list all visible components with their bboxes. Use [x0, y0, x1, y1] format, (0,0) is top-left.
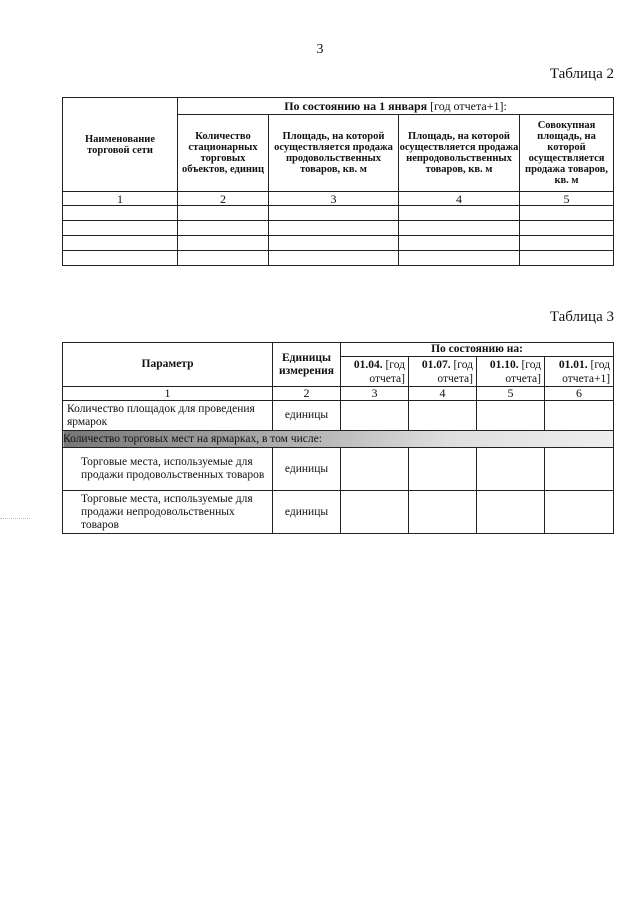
t2-colnum-5: 5: [520, 192, 614, 206]
t3-colnum-4: 4: [409, 387, 477, 401]
t2-colnum-2: 2: [178, 192, 269, 206]
t3-header-date-0107: 01.07. [год отчета]: [409, 357, 477, 387]
t3-header-units: Единицы измерения: [273, 343, 341, 387]
t3-row-nonfood-places-unit: единицы: [273, 491, 341, 534]
table-row: [63, 401, 614, 431]
t3-colnum-2: 2: [273, 387, 341, 401]
t3-colnum-5: 5: [477, 387, 545, 401]
scan-artifact: [0, 518, 30, 519]
table-row: [63, 251, 614, 266]
table-row: [63, 491, 614, 534]
t2-header-nonfood-area: Площадь, на которой осуществляется продажа непродовольственных товаров, кв. м: [399, 115, 520, 192]
table3-caption: Таблица 3: [549, 309, 614, 325]
t2-header-food-area: Площадь, на которой осуществляется продажа продовольственных товаров, кв. м: [269, 115, 399, 192]
table2-caption: Таблица 2: [549, 66, 614, 82]
t2-group-header: По состоянию на 1 января [год отчета+1]:: [178, 98, 614, 115]
t3-group-header: По состоянию на:: [341, 343, 614, 357]
t3-header-date-0104: 01.04. [год отчета]: [341, 357, 409, 387]
t3-row-food-places: Торговые места, используемые для продажи продовольственных товаров: [63, 448, 273, 491]
table-row: [63, 206, 614, 221]
t3-header-parameter: Параметр: [63, 343, 273, 387]
t2-colnum-1: 1: [63, 192, 178, 206]
t3-colnum-1: 1: [63, 387, 273, 401]
table-row: [63, 236, 614, 251]
t3-row-food-places-unit: единицы: [273, 448, 341, 491]
t3-header-date-0101: 01.01. [год отчета+1]: [545, 357, 614, 387]
table-row: [63, 431, 614, 448]
t3-colnum-6: 6: [545, 387, 614, 401]
t3-row-fair-places-total: Количество торговых мест на ярмарках, в том числе:: [63, 431, 614, 448]
t2-header-total-area: Совокупная площадь, на которой осуществляется продажа товаров, кв. м: [520, 115, 614, 192]
t2-colnum-4: 4: [399, 192, 520, 206]
t2-header-network-name: Наименование торговой сети: [63, 98, 178, 192]
table-row: [63, 221, 614, 236]
table-3: [62, 342, 614, 534]
t3-row-fair-sites: Количество площадок для проведения ярмарок: [63, 401, 273, 431]
t2-header-store-count: Количество стационарных торговых объектов, единиц: [178, 115, 269, 192]
t3-colnum-3: 3: [341, 387, 409, 401]
page-number: 3: [316, 42, 324, 57]
t3-header-date-0110: 01.10. [год отчета]: [477, 357, 545, 387]
t3-row-nonfood-places: Торговые места, используемые для продажи непродовольственных товаров: [63, 491, 273, 534]
t3-row-fair-sites-unit: единицы: [273, 401, 341, 431]
table-2: [62, 97, 614, 266]
table-row: [63, 448, 614, 491]
t2-colnum-3: 3: [269, 192, 399, 206]
